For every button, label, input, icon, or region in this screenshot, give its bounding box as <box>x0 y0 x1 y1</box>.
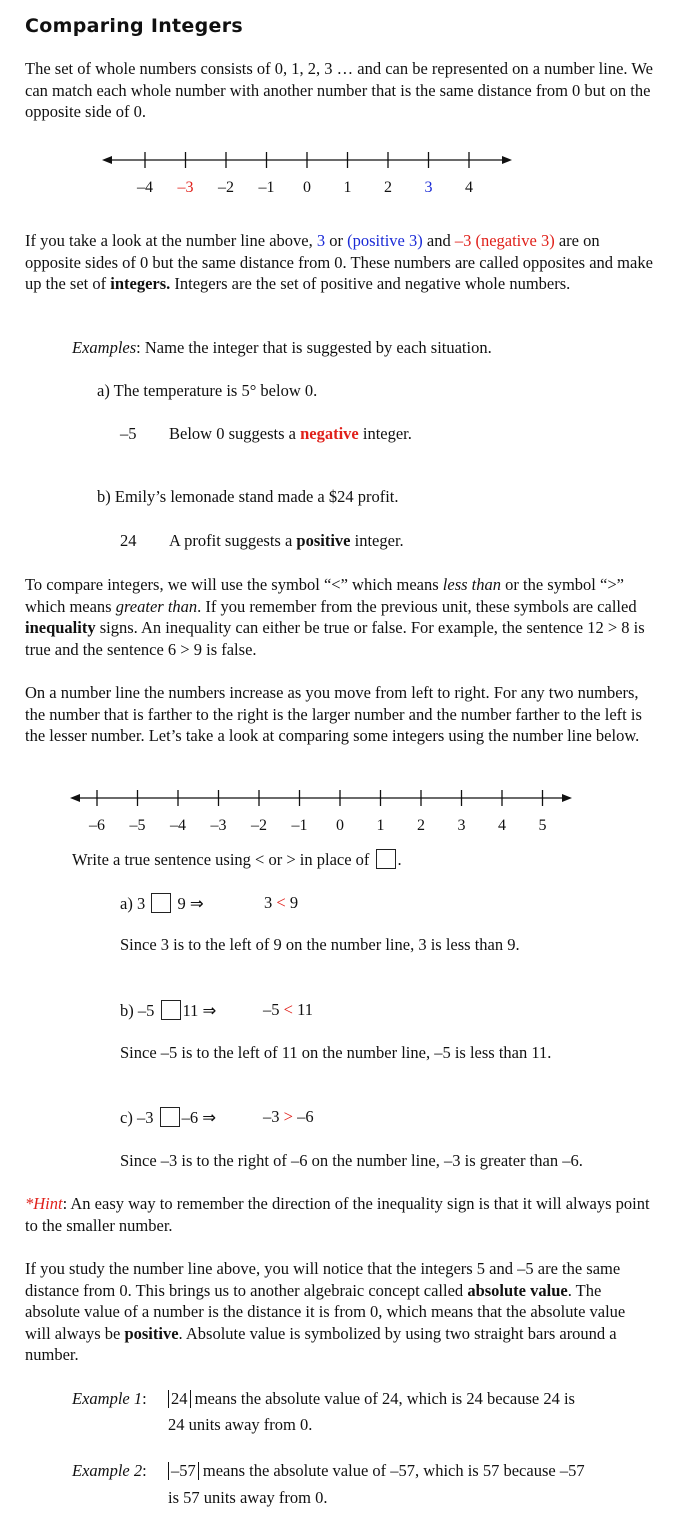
abs-example-2-label: Example 2: <box>72 1461 147 1480</box>
compare-c-explanation: Since –3 is to the right of –6 on the number line, –3 is greater than –6. <box>120 1151 583 1170</box>
example-b-explanation: A profit suggests a positive integer. <box>169 531 404 550</box>
number-line-1-label: 4 <box>465 179 473 196</box>
examples-heading: Examples: Name the integer that is suggested by each situation. <box>72 338 492 357</box>
number-line-2-label: 1 <box>376 817 385 834</box>
number-line-1-label: –1 <box>258 179 275 196</box>
abs-bars-neg57: –57 <box>168 1462 199 1480</box>
number-line-order-paragraph: On a number line the numbers increase as you move from left to right. For any two numbers, the number that is farther to the right is the larger number and the number farther to the left is the lesser number. Let’s take a look at comparing some integers using the number line below. <box>25 683 642 745</box>
number-line-1-label: –3 <box>177 179 194 196</box>
number-line-2-label: 2 <box>417 817 425 834</box>
example-a-explanation: Below 0 suggests a negative integer. <box>169 424 412 443</box>
abs-example-2-line2: is 57 units away from 0. <box>168 1488 328 1507</box>
abs-bars-24: 24 <box>168 1390 191 1408</box>
compare-b-problem: b) –5 11 ⇒ <box>120 1001 217 1020</box>
page-title: Comparing Integers <box>25 15 243 37</box>
number-line-2-label: –2 <box>251 817 267 834</box>
number-line-2-label: 5 <box>538 817 547 834</box>
example-b-question: b) Emily’s lemonade stand made a $24 profit. <box>97 487 399 506</box>
abs-example-1-line1: 24 means the absolute value of 24, which is 24 because 24 is <box>168 1389 575 1409</box>
number-line-1-label: 1 <box>343 179 352 196</box>
absolute-value-paragraph: If you study the number line above, you will notice that the integers 5 and –5 are the same distance from 0. This brings us to another algebraic concept called absolute value. The absolute value of a number is the distance it is from 0, which means that the absolute value will always be positive. Absolute value is symbolized by using two straight bars around a number. <box>25 1259 626 1364</box>
number-line-1 <box>100 148 520 198</box>
compare-a-problem: a) 3 9 ⇒ <box>120 894 204 913</box>
compare-a-explanation: Since 3 is to the left of 9 on the number line, 3 is less than 9. <box>120 935 520 954</box>
inequality-paragraph: To compare integers, we will use the symbol “<” which means less than or the symbol “>” which means greater than. If you remember from the previous unit, these symbols are called inequality signs. An inequality can either be true or false. For example, the sentence 12 > 8 is true and the sentence 6 > 9 is false. <box>25 575 645 659</box>
compare-b-explanation: Since –5 is to the left of 11 on the number line, –5 is less than 11. <box>120 1043 552 1062</box>
example-b-answer: 24 <box>120 531 137 550</box>
number-line-2-label: 3 <box>457 817 466 834</box>
compare-c-problem: c) –3 –6 ⇒ <box>120 1108 217 1127</box>
opposites-paragraph: If you take a look at the number line above, 3 or (positive 3) and –3 (negative 3) are on opposite sides of 0 but the same distance from 0. These numbers are called opposites and make up the set of integers. Integers are the set of positive and negative whole numbers. <box>25 231 653 293</box>
compare-c-box <box>160 1107 180 1127</box>
abs-example-1-line2: 24 units away from 0. <box>168 1415 313 1434</box>
number-line-1-label: 3 <box>424 179 433 196</box>
example-a-question: a) The temperature is 5° below 0. <box>97 381 318 400</box>
number-line-1-label: 0 <box>303 179 311 196</box>
compare-a-box <box>151 893 171 913</box>
hint-paragraph: *Hint: An easy way to remember the direction of the inequality sign is that it will always point to the smaller number. <box>25 1194 650 1235</box>
number-line-2-label: –1 <box>291 817 308 834</box>
example-a-answer: –5 <box>120 424 137 443</box>
compare-b-result: –5 < 11 <box>263 1000 313 1019</box>
compare-c-result: –3 > –6 <box>263 1107 314 1126</box>
compare-b-box <box>161 1000 181 1020</box>
placeholder-box <box>376 849 396 869</box>
number-line-2-label: –4 <box>170 817 186 834</box>
number-line-2-label: –3 <box>210 817 227 834</box>
number-line-2-label: 4 <box>498 817 506 834</box>
number-line-2-label: –5 <box>129 817 146 834</box>
number-line-2-label: –6 <box>89 817 105 834</box>
number-line-1-label: 2 <box>384 179 392 196</box>
compare-instruction: Write a true sentence using < or > in place of . <box>72 850 402 869</box>
abs-example-1-label: Example 1: <box>72 1389 147 1408</box>
number-line-2 <box>68 786 576 836</box>
number-line-1-label: –4 <box>137 179 153 196</box>
number-line-2-label: 0 <box>336 817 344 834</box>
abs-example-2-line1: –57 means the absolute value of –57, which is 57 because –57 <box>168 1461 585 1481</box>
compare-a-result: 3 < 9 <box>264 893 299 912</box>
intro-paragraph: The set of whole numbers consists of 0, 1, 2, 3 … and can be represented on a number line. We can match each whole number with another number that is the same distance from 0 but on the opposite side of 0. <box>25 59 653 121</box>
number-line-1-label: –2 <box>218 179 234 196</box>
